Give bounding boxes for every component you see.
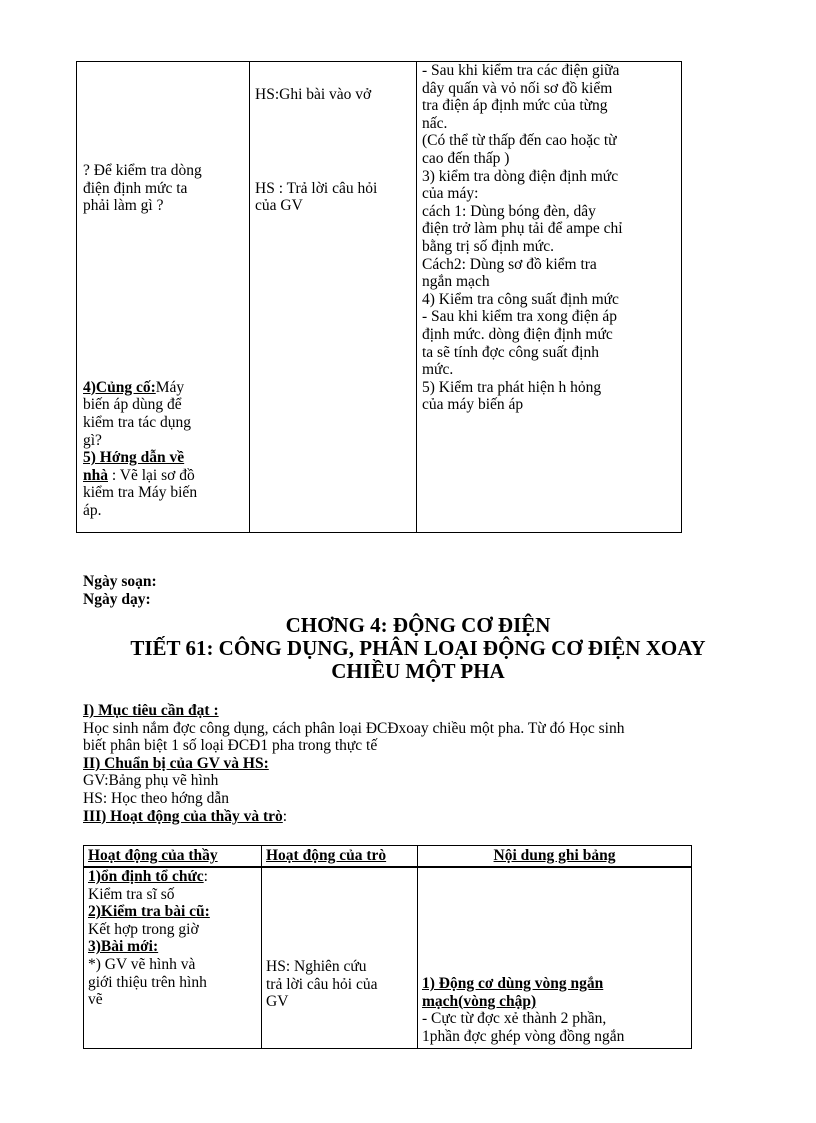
- header-board: Nội dung ghi bảng: [418, 846, 692, 868]
- board-line: của máy:: [422, 185, 479, 203]
- board-line: nấc.: [422, 114, 448, 132]
- objectives-line: Học sinh nắm đợc công dụng, cách phân loại ĐCĐxoay chiều một pha. Từ đó Học sinh: [83, 719, 625, 737]
- item3-line: vẽ: [88, 991, 103, 1009]
- item3-heading: 3)Bài mới:: [88, 938, 159, 956]
- homework-line: áp.: [83, 501, 102, 519]
- teacher-activity-cell: [77, 62, 250, 533]
- board-line: cao đến thấp ): [422, 149, 510, 167]
- board-line: dây quấn và vỏ nối sơ đồ kiểm: [422, 79, 613, 97]
- student-line: trả lời câu hỏi của: [266, 975, 378, 993]
- board-line: ngắn mạch: [422, 273, 490, 291]
- item1-heading: 1)ổn định tổ chức: [88, 868, 204, 885]
- teach-date-label: Ngày dạy:: [83, 591, 151, 608]
- preparation-line: HS: Học theo hớng dẫn: [83, 789, 229, 807]
- board-line: điện trở làm phụ tải để ampe chỉ: [422, 220, 623, 238]
- header-student: Hoạt động của trò: [262, 846, 418, 868]
- item1-block: [88, 868, 257, 886]
- homework-block: [83, 467, 237, 485]
- board-line: 4) Kiểm tra công suất định mức: [422, 290, 619, 308]
- student-answer-line: của GV: [255, 197, 303, 215]
- board-line: định mức. dòng điện định mức: [422, 325, 613, 343]
- student-answer-line: HS : Trả lời câu hỏi: [255, 179, 378, 197]
- board-line: 5) Kiểm tra phát hiện h hỏng: [422, 378, 602, 396]
- homework-text: : Vẽ lại sơ đồ: [108, 466, 195, 484]
- lesson-table-continued: [76, 61, 682, 533]
- student-line: HS: Nghiên cứu: [266, 958, 367, 975]
- item1-text: Kiểm tra sĩ số: [88, 885, 175, 903]
- activities-heading-line: [83, 808, 758, 826]
- board-line: 1phần đợc ghép vòng đồng ngắn: [422, 1027, 625, 1045]
- question-line: điện định mức ta: [83, 179, 188, 197]
- activities-heading: III) Hoạt động của thầy và trò: [83, 807, 283, 825]
- objectives-section: [83, 702, 758, 825]
- board-line: 3) kiểm tra dòng điện định mức: [422, 167, 619, 185]
- objectives-line: biết phân biệt 1 số loại ĐCĐ1 pha trong thực tế: [83, 737, 378, 755]
- objectives-heading: I) Mục tiêu cần đạt :: [83, 702, 219, 719]
- homework-heading: 5) Hớng dẫn về: [83, 449, 185, 467]
- student-line: GV: [266, 993, 289, 1011]
- board-content-cell: [418, 867, 692, 1049]
- student-activity-cell: [262, 867, 418, 1049]
- board-line: ta sẽ tính đợc công suất định: [422, 343, 599, 361]
- item2-heading: 2)Kiểm tra bài cũ:: [88, 903, 210, 921]
- table-row: [77, 62, 682, 533]
- question-line: phải làm gì ?: [83, 197, 164, 215]
- teacher-activity-cell: [84, 867, 262, 1049]
- chapter-title: CHƠNG 4: ĐỘNG CƠ ĐIỆN: [285, 613, 551, 637]
- table-row: [84, 867, 692, 1049]
- board-line: mức.: [422, 361, 454, 379]
- question-line: ? Để kiểm tra dòng: [83, 162, 202, 179]
- consolidate-line: biến áp dùng để: [83, 396, 182, 414]
- preparation-heading: II) Chuẩn bị của GV và HS:: [83, 754, 269, 772]
- board-content-cell: [417, 62, 682, 533]
- board-line: (Có thể từ thấp đến cao hoặc từ: [422, 132, 617, 150]
- board-line: bằng trị số định mức.: [422, 237, 554, 255]
- activities-table: [83, 845, 692, 1049]
- consolidate-heading: 4)Củng cố:: [83, 378, 156, 396]
- lesson-title: TIẾT 61: CÔNG DỤNG, PHÂN LOẠI ĐỘNG CƠ ĐIỆN XOAY: [130, 636, 706, 660]
- board-section-heading: 1) Động cơ dùng vòng ngắn: [422, 975, 604, 992]
- item2-text: Kết hợp trong giờ: [88, 920, 199, 938]
- board-line: cách 1: Dùng bóng đèn, dây: [422, 202, 596, 220]
- homework-line: kiểm tra Máy biến: [83, 484, 198, 502]
- header-teacher: Hoạt động của thầy: [84, 846, 262, 868]
- item1-colon: :: [203, 868, 208, 885]
- preparation-line: GV:Bảng phụ vẽ hình: [83, 772, 219, 790]
- item3-line: giới thiệu trên hình: [88, 973, 207, 991]
- board-line: - Sau khi kiểm tra xong điện áp: [422, 308, 617, 326]
- consolidate-line: kiểm tra tác dụng: [83, 413, 192, 431]
- student-note: HS:Ghi bài vào vở: [255, 86, 372, 103]
- board-line: của máy biến áp: [422, 396, 524, 414]
- lesson-title-cont: CHIỀU MỘT PHA: [331, 659, 505, 683]
- consolidate-block: [83, 379, 237, 397]
- table-header-row: [84, 846, 692, 868]
- board-section-heading: mạch(vòng chập): [422, 992, 537, 1010]
- homework-heading-end: nhà: [83, 466, 108, 484]
- item3-line: *) GV vẽ hình và: [88, 955, 196, 973]
- board-line: - Cực từ đợc xẻ thành 2 phần,: [422, 1010, 607, 1028]
- consolidate-text: Máy: [155, 378, 185, 396]
- prep-date-label: Ngày soạn:: [83, 573, 157, 590]
- board-line: tra điện áp định mức của từng: [422, 97, 608, 115]
- consolidate-line: gì?: [83, 431, 102, 449]
- board-line: - Sau khi kiểm tra các điện giữa: [422, 62, 620, 79]
- activities-colon: :: [282, 807, 288, 825]
- student-activity-cell: [250, 62, 417, 533]
- board-line: Cách2: Dùng sơ đồ kiểm tra: [422, 255, 597, 273]
